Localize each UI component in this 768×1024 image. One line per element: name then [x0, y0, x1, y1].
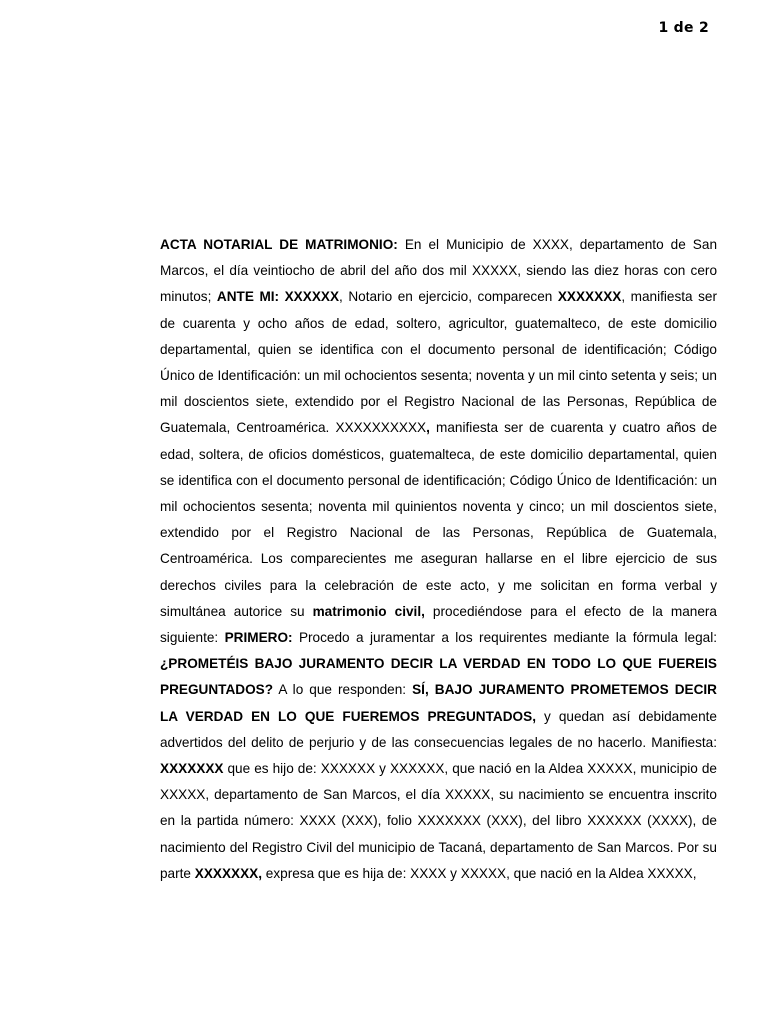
bold-text-run: , — [426, 420, 430, 436]
bold-text-run: XXXXXXX, — [194, 865, 263, 881]
text-run: manifiesta ser de cuarenta y cuatro años de edad, soltera, de oficios domésticos, guatemalteca, de este domicilio departamental, quien se identifica con el documento personal de identificación; Código Único de Identificación: un mil ochocientos sesenta; noventa mil quinientos noventa y cinco; un mil doscientos siete, extendido por el Registro Nacional de las Personas, República de Guatemala, Centroamérica. Los comparecientes me aseguran hallarse en el libre ejercicio de sus derechos civiles para la celebración de este acto, y me solicitan en forma verbal y simultánea autorice su — [160, 420, 717, 619]
bold-text-run: PRIMERO: — [224, 630, 293, 646]
text-run: , manifiesta ser de cuarenta y ocho años de edad, soltero, agricultor, guatemalteco, de este domicilio departamental, quien se identifica con el documento personal de identificación; Código Único de Identificación: un mil ochocientos sesenta; noventa y un mil cinto setenta y seis; un mil doscientos siete, extendido por el Registro Nacional de las Personas, República de Guatemala, Centroamérica. XXXXXXXXXX — [160, 289, 718, 436]
bold-text-run: ¿PROMETÉIS BAJO JURAMENTO DECIR LA VERDAD EN TODO LO QUE FUEREIS PREGUNTADOS? — [160, 656, 717, 698]
bold-text-run: ACTA NOTARIAL DE MATRIMONIO: — [160, 237, 398, 252]
text-run: Procedo a juramentar a los requirentes mediante la fórmula legal: — [292, 630, 717, 646]
bold-text-run: ANTE MI: XXXXXX — [216, 289, 340, 305]
bold-text-run: SÍ, BAJO JURAMENTO PROMETEMOS DECIR LA VERDAD EN LO QUE FUEREMOS PREGUNTADOS, — [160, 682, 718, 724]
text-run: y quedan así debidamente advertidos del delito de perjurio y de las consecuencias legales de no hacerlo. Manifiesta: — [160, 708, 717, 750]
text-run: expresa que es hija de: XXXX y XXXXX, que nació en la Aldea XXXXX, — [262, 865, 697, 881]
bold-text-run: XXXXXXX — [557, 289, 622, 305]
document-paragraph — [160, 232, 717, 887]
text-run: A lo que responden: — [273, 682, 413, 698]
text-run: , Notario en ejercicio, comparecen — [339, 289, 558, 305]
page-number: 1 de 2 — [658, 20, 709, 36]
text-run: que es hijo de: XXXXXX y XXXXXX, que nació en la Aldea XXXXX, municipio de XXXXX, departamento de San Marcos, el día XXXXX, su nacimiento se encuentra inscrito en la partida número: XXXX (XXX), folio XXXXXXX (XXX), del libro XXXXXX (XXXX), de nacimiento del Registro Civil del municipio de Tacaná, departamento de San Marcos. Por su parte — [160, 761, 717, 881]
bold-text-run: XXXXXXX — [160, 761, 224, 777]
bold-text-run: matrimonio civil, — [312, 603, 425, 619]
text-run: procediéndose para el efecto de la manera siguiente: — [160, 603, 717, 646]
text-run: En el Municipio de XXXX, departamento de San Marcos, el día veintiocho de abril del año dos mil XXXXX, siendo las diez horas con cero minutos; — [160, 237, 717, 305]
